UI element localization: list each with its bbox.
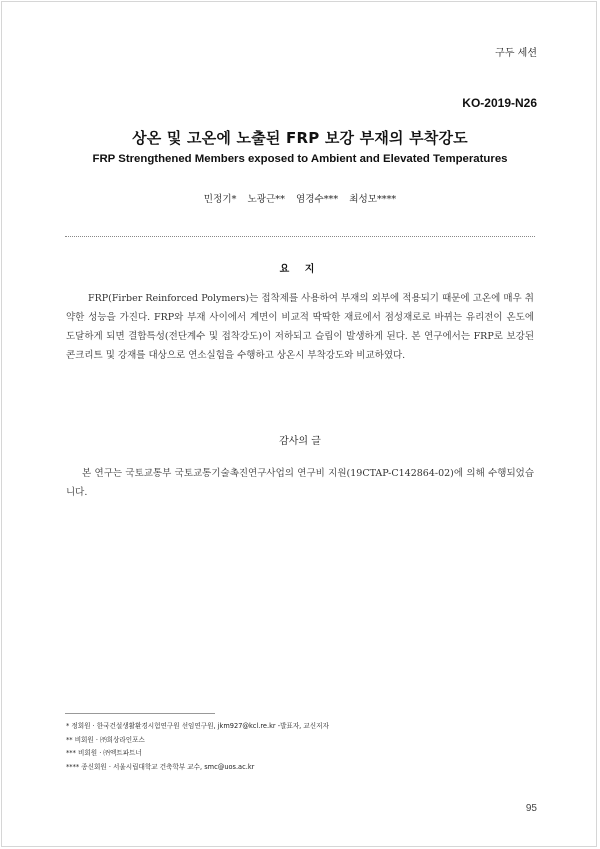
abstract-body: FRP(Firber Reinforced Polymers)는 접착제를 사용하여 부재의 외부에 적용되기 때문에 고온에 매우 취약한 성능을 가진다. FRP와 부재 사이에서 계면이 비교적 딱딱한 재료에서 점성재로로 바뀌는 유리전이 온도에 도달하게 되면 결합특성(전단계수 및 접착강도)이 저하되고 슬립이 발생하게 된다. 본 연구에서는 FRP로 보강된 콘크리트 및 강재를 대상으로 연소실험을 수행하고 상온시 부착강도와 비교하였다.: [66, 293, 534, 361]
dotted-separator: [65, 236, 535, 237]
author-4: 최성모****: [349, 194, 397, 205]
paper-code: KO-2019-N26: [462, 96, 537, 110]
page-number: 95: [525, 803, 537, 814]
acknowledgement-heading: 감사의 글: [279, 436, 321, 447]
session-label: 구두 세션: [495, 48, 537, 59]
author-2: 노광근**: [247, 194, 285, 205]
footnote-4: **** 종신회원 · 서울시립대학교 건축학부 교수, smc@uos.ac.kr: [66, 762, 255, 771]
korean-title: 상온 및 고온에 노출된 FRP 보강 부재의 부착강도: [132, 129, 468, 147]
abstract-heading: 요 지: [279, 264, 321, 275]
acknowledgement-body: 본 연구는 국토교통부 국토교통기술촉진연구사업의 연구비 지원(19CTAP-C142864-02)에 의해 수행되었습니다.: [66, 468, 534, 498]
author-list: [0, 191, 600, 205]
footnote-3: *** 비회원 · ㈜엑트파트너: [66, 749, 142, 757]
footnotes: [66, 720, 329, 774]
english-title: FRP Strengthened Members exposed to Ambient and Elevated Temperatures: [92, 153, 508, 165]
footnote-rule: [65, 713, 215, 714]
author-3: 염경수***: [295, 194, 339, 205]
author-1: 민정기*: [203, 194, 237, 205]
footnote-2: ** 비회원 · ㈜희상라인포스: [66, 735, 145, 744]
footnote-1: * 정회원 · 한국건설생활환경시험연구원 선임연구원, jkm927@kcl.re.kr -발표자, 교신저자: [66, 722, 329, 730]
